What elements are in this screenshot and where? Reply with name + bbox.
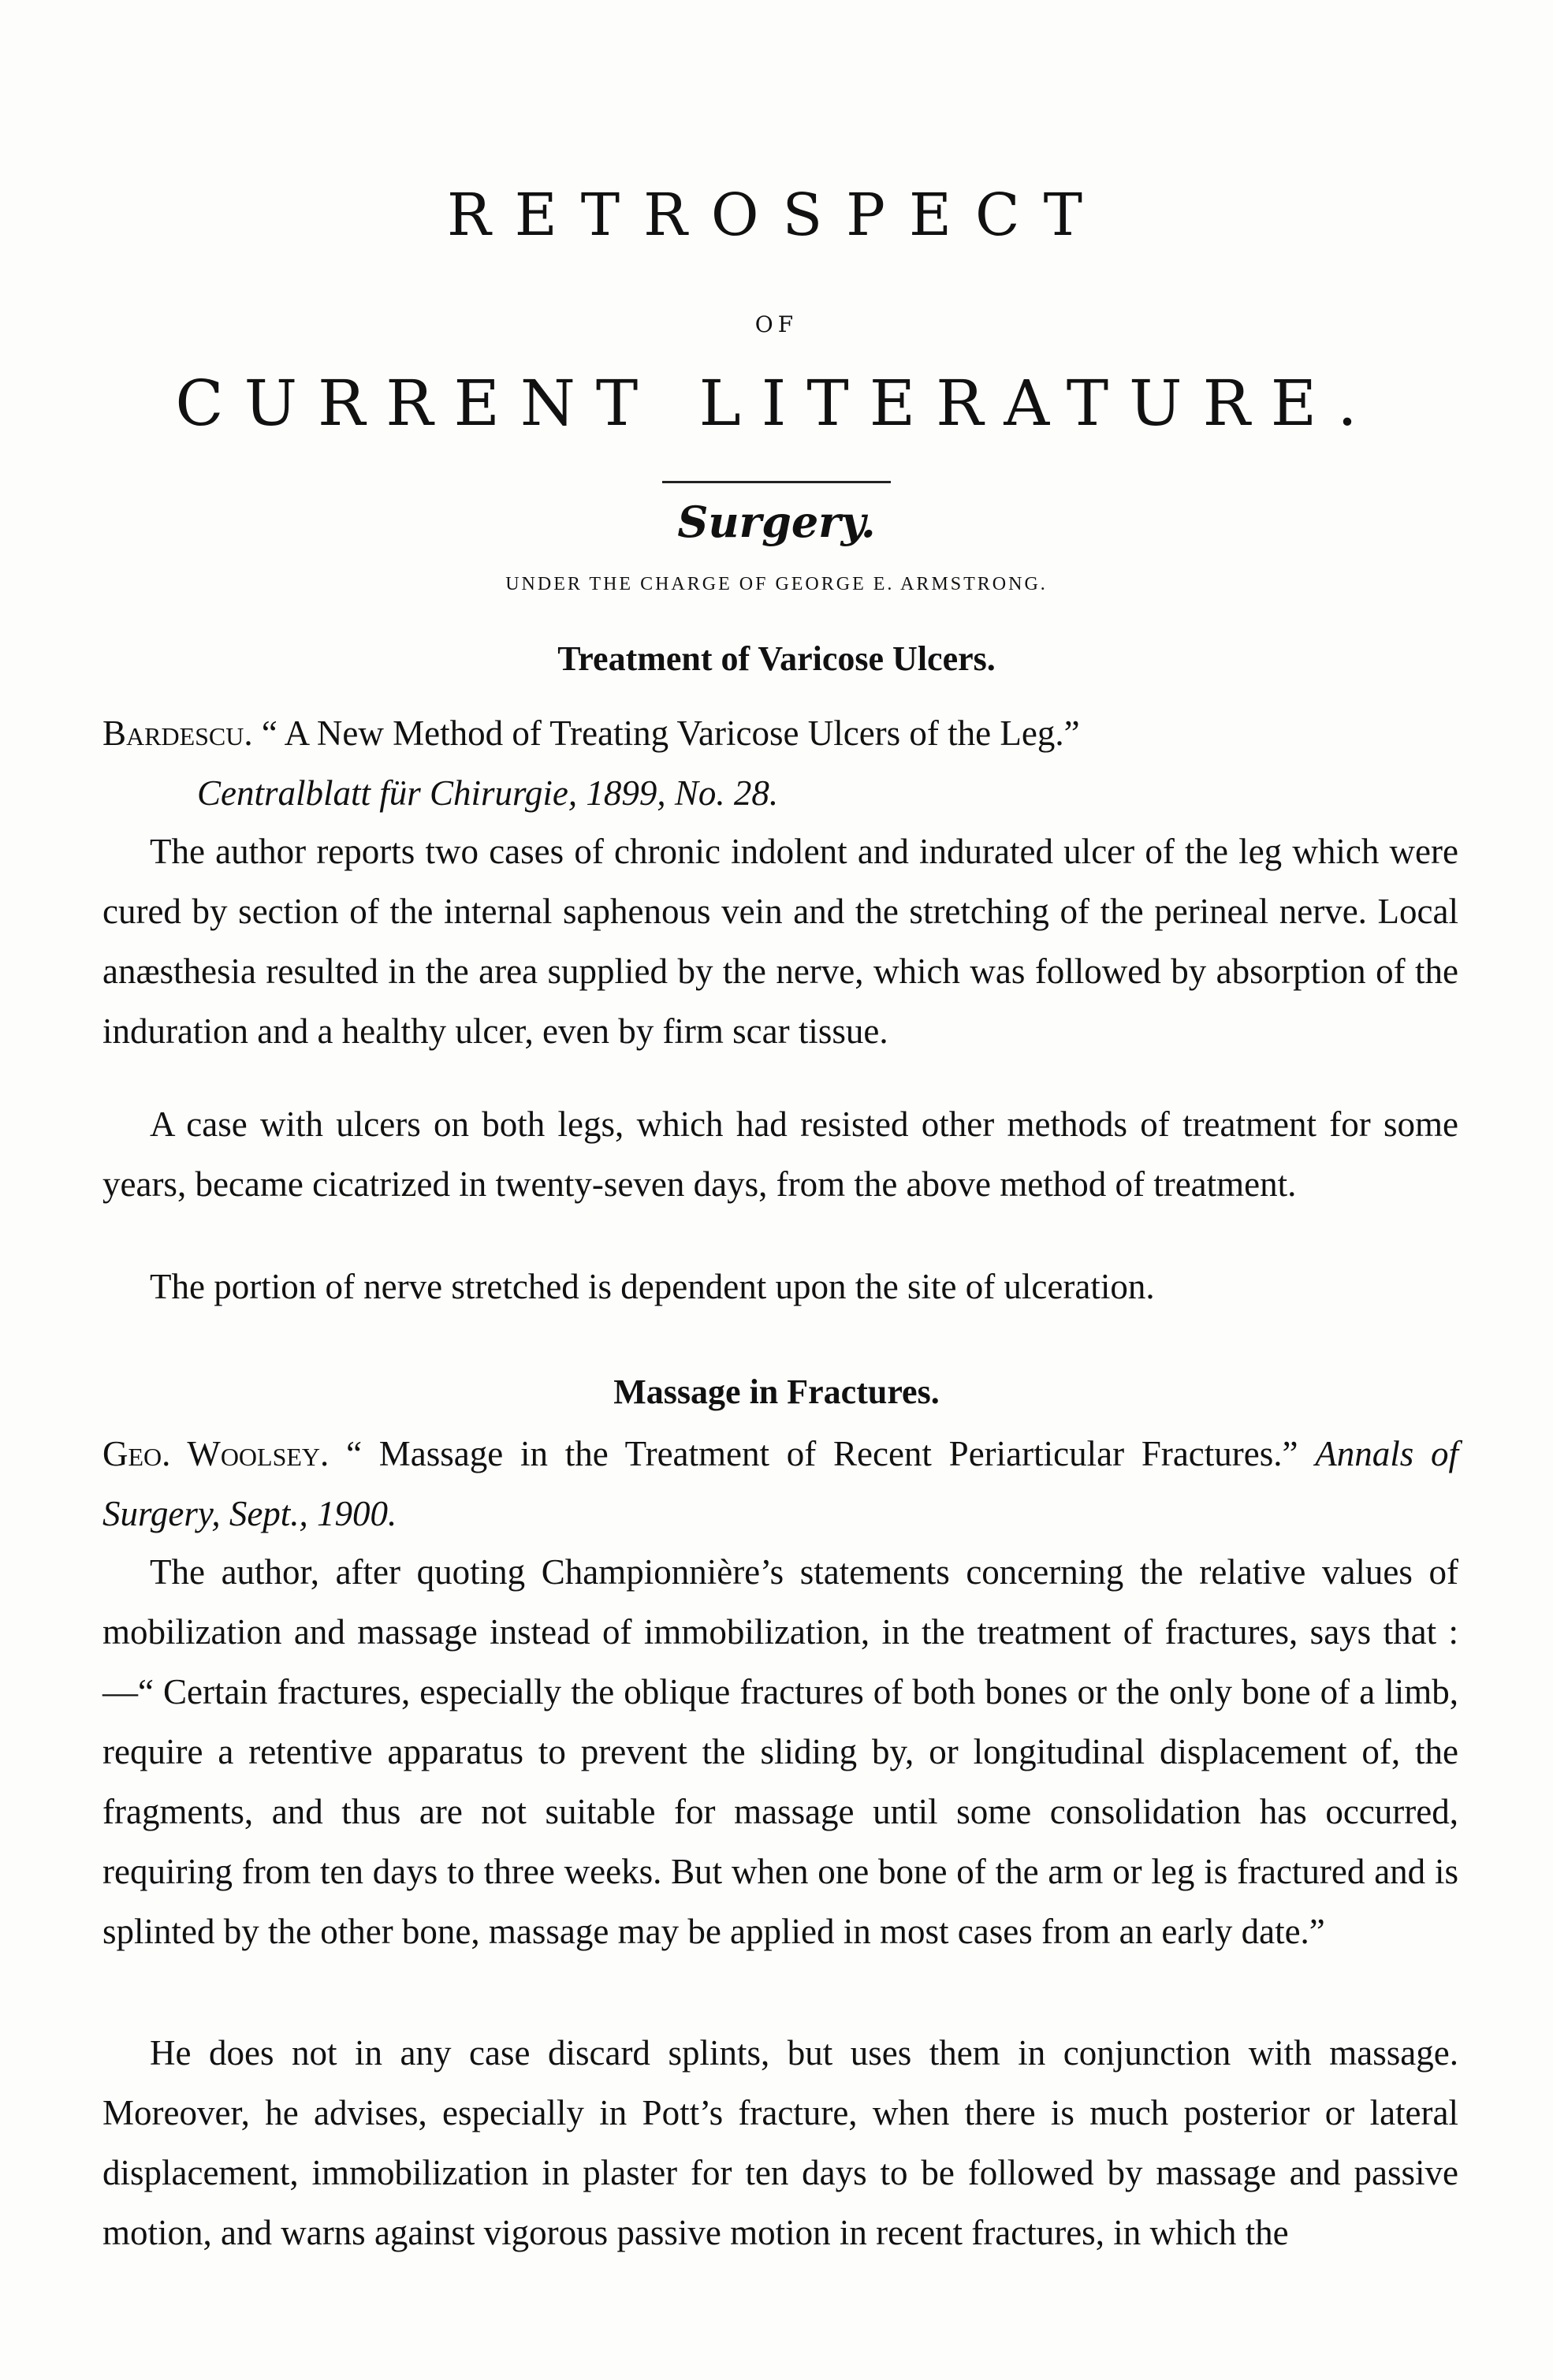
title-current-literature: CURRENT LITERATURE. xyxy=(175,367,1378,440)
paragraph: The portion of nerve stretched is dependent upon the site of ulceration. xyxy=(150,1267,1155,1306)
citation-bardescu xyxy=(102,703,1458,823)
paragraph: The author reports two cases of chronic indolent and indurated ulcer of the leg which were cured by section of the internal saphenous vein and the stretching of the perineal nerve. Local anæsthesia resulted in the area supplied by the nerve, which was followed by absorption of the induration and a healthy ulcer, even by firm scar tissue. xyxy=(102,832,1458,1051)
citation-journal: Centralblatt für Chirurgie, 1899, No. 28. xyxy=(197,773,779,813)
paragraph: The author, after quoting Championnière’s statements concerning the relative values of mobilization and massage instead of immobilization, in the treatment of fractures, says that :—“ Certain fractures, especially the oblique fractures of both bones or the only bone of a limb, require a retentive apparatus to prevent the sliding by, or longitudinal displacement of, the fragments, and thus are not suitable for massage until some consolidation has occurred, requiring from ten days to three weeks. But when one bone of the arm or leg is fractured and is splinted by the other bone, massage may be applied in most cases from an early date.” xyxy=(102,1552,1458,1951)
citation-title: “ A New Method of Treating Varicose Ulcers of the Leg.” xyxy=(261,713,1080,753)
department-heading: Surgery. xyxy=(677,497,876,547)
title-divider xyxy=(662,481,891,483)
citation-author: Bardescu. xyxy=(102,713,253,753)
section-heading-massage: Massage in Fractures. xyxy=(613,1373,940,1411)
section-heading-varicose: Treatment of Varicose Ulcers. xyxy=(557,639,996,678)
citation-title: “ Massage in the Treatment of Recent Periarticular Fractures.” xyxy=(346,1434,1298,1473)
paragraph: A case with ulcers on both legs, which had resisted other methods of treatment for some years, became cicatrized in twenty-seven days, from the above method of treatment. xyxy=(102,1104,1458,1204)
title-retrospect: RETROSPECT xyxy=(447,181,1106,249)
paragraph: He does not in any case discard splints, but uses them in conjunction with massage. Moreover, he advises, especially in Pott’s fracture, when there is much posterior or lateral displacement, immobilization in plaster for ten days to be followed by massage and passive motion, and warns against vigorous passive motion in recent fractures, in which the xyxy=(102,2033,1458,2252)
citation-woolsey xyxy=(102,1424,1458,1544)
citation-journal: Annals of Surgery, Sept., 1900. xyxy=(102,1434,1459,1533)
citation-author: Geo. Woolsey. xyxy=(102,1434,330,1473)
editor-charge: UNDER THE CHARGE OF GEORGE E. ARMSTRONG. xyxy=(505,574,1048,594)
title-of: OF xyxy=(754,311,799,337)
